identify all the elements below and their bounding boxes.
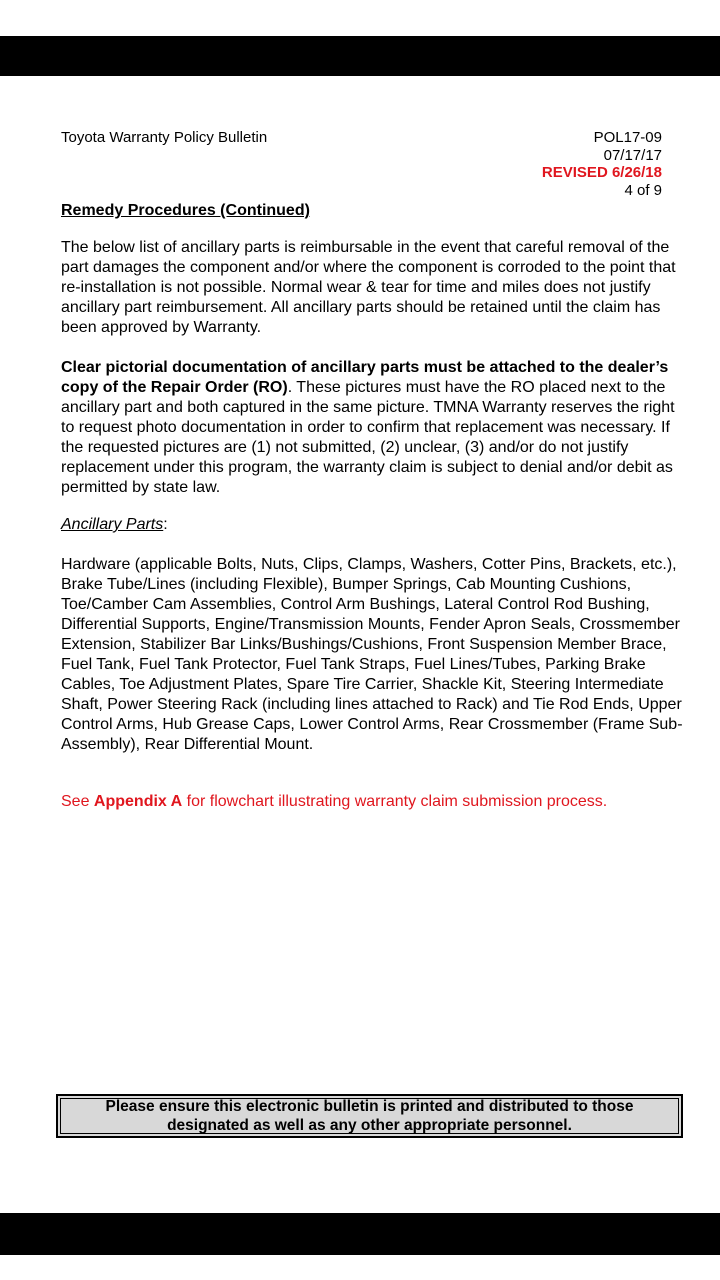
print-notice-text [60,1098,679,1134]
ancillary-parts-heading [61,516,168,534]
revised-date: REVISED 6/26/18 [541,164,662,181]
parts-list: Hardware (applicable Bolts, Nuts, Clips, Clamps, Washers, Cotter Pins, Brackets, etc.), Brake Tube/Lines (including Flexible), Bumper Springs, Cab Mounting Cushions, Toe/Camber Cam Assemblies, Control Arm Bushings, Lateral Control Rod Bushing, Differential Supports, Engine/Transmission Mounts, Fender Apron Seals, Crossmember Extension, Stabilizer Bar Links/Bushings/Cushions, Front Suspension Member Brace, Fuel Tank, Fuel Tank Protector, Fuel Tank Straps, Fuel Lines/Tubes, Parking Brake Cables, Toe Adjustment Plates, Spare Tire Carrier, Shackle Kit, Steering Intermediate Shaft, Power Steering Rack (including lines attached to Rack) and Tie Rod Ends, Upper Control Arms, Hub Grease Caps, Lower Control Arms, Rear Crossmember (Frame Sub-Assembly), Rear Differential Mount. [61,556,683,753]
ancillary-parts-label: Ancillary Parts [61,516,164,533]
bulletin-date: 07/17/17 [603,146,662,164]
paragraph-documentation [61,358,686,498]
print-notice-box [56,1094,683,1138]
ancillary-parts-colon: : [163,516,168,533]
documentation-rest: . These pictures must have the RO placed next to the ancillary part and both captured in the same picture. TMNA Warranty reserves the right to request photo documentation in order to confirm that replacement was necessary. If the requested pictures are (1) not submitted, (2) unclear, (3) and/or do not justify replacement under this program, the warranty claim is subject to denial and/or debit as permitted by state law. [61,379,675,496]
appendix-note [61,793,607,811]
appendix-prefix: See [61,793,94,810]
paragraph-reimbursement: The below list of ancillary parts is reimbursable in the event that careful removal of the part damages the component and/or where the component is corroded to the point that re-installation is not possible. Normal wear & tear for time and miles does not justify ancillary part reimbursement. All ancillary parts should be retained until the claim has been approved by Warranty. [61,239,676,336]
bulletin-title: Toyota Warranty Policy Bulletin [61,129,268,146]
appendix-suffix: for flowchart illustrating warranty claim submission process. [182,793,608,810]
appendix-a-link[interactable]: Appendix A [93,793,183,810]
policy-number: POL17-09 [593,129,662,146]
notice-line-1: Please ensure this electronic bulletin is printed and distributed to those [105,1098,634,1115]
section-title: Remedy Procedures (Continued) [61,202,310,219]
bulletin-meta [542,129,662,199]
page-indicator: 4 of 9 [624,181,662,199]
bottom-black-bar [0,1213,720,1255]
notice-line-2: designated as well as any other appropriate personnel. [167,1117,572,1134]
documentation-bold-lead: Clear pictorial documentation of ancillary parts must be attached to the dealer’s copy of the Repair Order (RO) [61,359,669,396]
